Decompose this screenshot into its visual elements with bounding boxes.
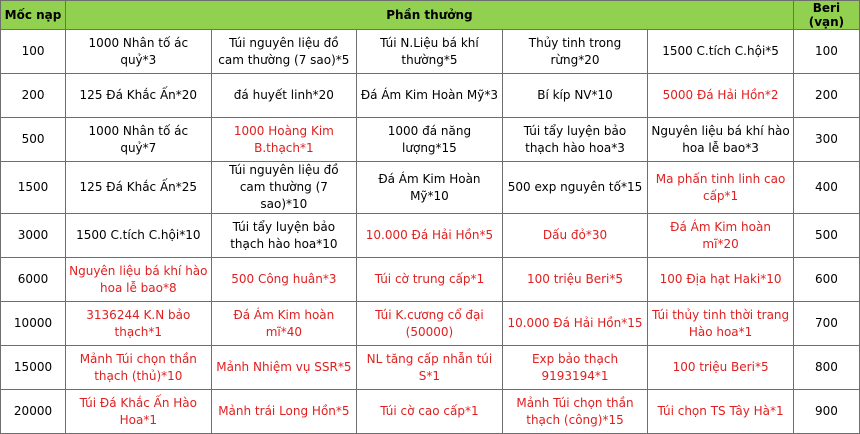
reward-cell: đá huyết linh*20 (211, 74, 357, 118)
reward-cell: Túi tẩy luyện bảo thạch hào hoa*3 (502, 118, 648, 162)
reward-cell: Túi N.Liệu bá khí thường*5 (357, 30, 503, 74)
header-moc-nap: Mốc nạp (1, 1, 66, 30)
reward-cell: Mảnh Nhiệm vụ SSR*5 (211, 346, 357, 390)
reward-cell: Đá Ám Kim Hoàn Mỹ*10 (357, 162, 503, 214)
reward-cell: Túi nguyên liệu đồ cam thường (7 sao)*5 (211, 30, 357, 74)
table-row (1, 30, 860, 74)
reward-cell: Dấu đỏ*30 (502, 214, 648, 258)
table-body (1, 30, 860, 434)
moc-nap-cell: 3000 (1, 214, 66, 258)
reward-cell: 3136244 K.N bảo thạch*1 (66, 302, 212, 346)
reward-cell: Mảnh trái Long Hồn*5 (211, 390, 357, 434)
reward-cell: Thủy tinh trong rừng*20 (502, 30, 648, 74)
reward-cell: Túi cờ cao cấp*1 (357, 390, 503, 434)
reward-cell: 1500 C.tích C.hội*10 (66, 214, 212, 258)
table-row (1, 214, 860, 258)
header-row (1, 1, 860, 30)
reward-cell: NL tăng cấp nhẫn túi S*1 (357, 346, 503, 390)
moc-nap-cell: 6000 (1, 258, 66, 302)
reward-cell: 1000 Nhân tố ác quỷ*7 (66, 118, 212, 162)
reward-cell: 10.000 Đá Hải Hồn*15 (502, 302, 648, 346)
table-row (1, 162, 860, 214)
table-row (1, 346, 860, 390)
moc-nap-cell: 1500 (1, 162, 66, 214)
moc-nap-cell: 100 (1, 30, 66, 74)
reward-cell: Túi cờ trung cấp*1 (357, 258, 503, 302)
header-beri: Beri (vạn) (793, 1, 859, 30)
reward-cell: Túi chọn TS Tây Hà*1 (648, 390, 794, 434)
beri-cell: 200 (793, 74, 859, 118)
table-row (1, 390, 860, 434)
reward-cell: Đá Ám Kim Hoàn Mỹ*3 (357, 74, 503, 118)
reward-cell: 1000 đá năng lượng*15 (357, 118, 503, 162)
moc-nap-cell: 20000 (1, 390, 66, 434)
moc-nap-cell: 10000 (1, 302, 66, 346)
reward-cell: 5000 Đá Hải Hồn*2 (648, 74, 794, 118)
reward-cell: 125 Đá Khắc Ấn*20 (66, 74, 212, 118)
reward-cell: Exp bảo thạch 9193194*1 (502, 346, 648, 390)
reward-cell: 100 triệu Beri*5 (648, 346, 794, 390)
moc-nap-cell: 500 (1, 118, 66, 162)
reward-cell: Đá Ám Kim hoàn mĩ*20 (648, 214, 794, 258)
moc-nap-cell: 15000 (1, 346, 66, 390)
reward-cell: Ma phấn tinh linh cao cấp*1 (648, 162, 794, 214)
beri-cell: 300 (793, 118, 859, 162)
moc-nap-cell: 200 (1, 74, 66, 118)
reward-cell: Đá Ám Kim hoàn mĩ*40 (211, 302, 357, 346)
beri-cell: 400 (793, 162, 859, 214)
reward-cell: Nguyên liệu bá khí hào hoa lễ bao*8 (66, 258, 212, 302)
reward-cell: 125 Đá Khắc Ấn*25 (66, 162, 212, 214)
reward-cell: Mảnh Túi chọn thần thạch (thủ)*10 (66, 346, 212, 390)
beri-cell: 500 (793, 214, 859, 258)
header-phan-thuong: Phần thưởng (66, 1, 794, 30)
reward-cell: Bí kíp NV*10 (502, 74, 648, 118)
beri-cell: 600 (793, 258, 859, 302)
reward-cell: 500 Công huân*3 (211, 258, 357, 302)
reward-cell: 1500 C.tích C.hội*5 (648, 30, 794, 74)
beri-cell: 900 (793, 390, 859, 434)
table-row (1, 118, 860, 162)
table-row (1, 74, 860, 118)
table-row (1, 302, 860, 346)
reward-cell: 1000 Nhân tố ác quỷ*3 (66, 30, 212, 74)
reward-cell: 500 exp nguyên tố*15 (502, 162, 648, 214)
reward-cell: Túi nguyên liệu đồ cam thường (7 sao)*10 (211, 162, 357, 214)
reward-cell: Túi Đá Khắc Ấn Hào Hoa*1 (66, 390, 212, 434)
reward-cell: Túi K.cương cổ đại (50000) (357, 302, 503, 346)
reward-cell: Mảnh Túi chọn thần thạch (công)*15 (502, 390, 648, 434)
beri-cell: 100 (793, 30, 859, 74)
table-row (1, 258, 860, 302)
reward-cell: 10.000 Đá Hải Hồn*5 (357, 214, 503, 258)
reward-cell: Nguyên liệu bá khí hào hoa lễ bao*3 (648, 118, 794, 162)
beri-cell: 700 (793, 302, 859, 346)
reward-cell: 100 triệu Beri*5 (502, 258, 648, 302)
beri-cell: 800 (793, 346, 859, 390)
reward-cell: 100 Địa hạt Haki*10 (648, 258, 794, 302)
reward-cell: 1000 Hoàng Kim B.thạch*1 (211, 118, 357, 162)
reward-cell: Túi thủy tinh thời trang Hào hoa*1 (648, 302, 794, 346)
reward-cell: Túi tẩy luyện bảo thạch hào hoa*10 (211, 214, 357, 258)
